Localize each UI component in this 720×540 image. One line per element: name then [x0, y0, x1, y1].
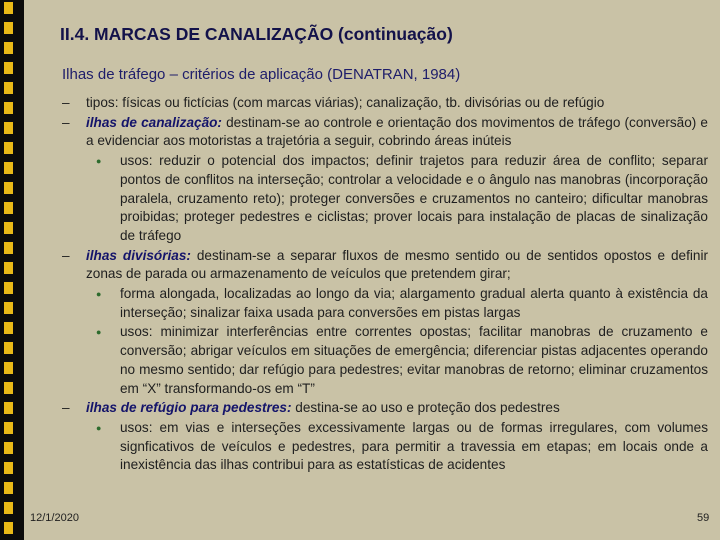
dash-bullet-icon: –	[62, 400, 70, 416]
stripe-dash	[4, 442, 13, 454]
stripe-dash	[4, 362, 13, 374]
stripe-dash	[4, 482, 13, 494]
dot-bullet-icon: ●	[96, 327, 102, 338]
dash-bullet-icon: –	[62, 95, 70, 110]
stripe-dash	[4, 182, 13, 194]
item-heading: ilhas de canalização:	[86, 114, 222, 130]
sub-list-item	[62, 419, 708, 475]
item-text: destinam-se a separar fluxos de mesmo sentido ou de sentidos opostos e definir zonas de parada ou armazenamento de veículos que pretendem girar;	[86, 247, 709, 282]
stripe-dash	[4, 242, 13, 254]
dot-bullet-icon: ●	[96, 289, 102, 300]
item-text: tipos: físicas ou fictícias (com marcas viárias); canalização, tb. divisórias ou de refúgio	[86, 95, 605, 110]
list-item	[62, 114, 708, 151]
list-item	[62, 399, 708, 418]
stripe-dash	[4, 382, 13, 394]
footer-date: 12/1/2020	[30, 512, 79, 524]
stripe-dash	[4, 282, 13, 294]
stripe-dash	[4, 322, 13, 334]
stripe-dash	[4, 42, 13, 54]
stripe-dash	[4, 22, 13, 34]
list-item	[62, 247, 708, 284]
stripe-dash	[4, 62, 13, 74]
item-text: destina-se ao uso e proteção dos pedestres	[291, 400, 560, 416]
stripe-dash	[4, 342, 13, 354]
item-heading: ilhas divisórias:	[86, 247, 191, 263]
stripe-dash	[4, 402, 13, 414]
item-text: destinam-se ao controle e orientação dos movimentos de tráfego (conversão) e a evidenciar aos motoristas a trajetória a seguir, cobrindo áreas inúteis	[86, 114, 708, 149]
stripe-dash	[4, 102, 13, 114]
sub-list-item	[62, 152, 708, 246]
dot-bullet-icon: ●	[96, 156, 102, 167]
slide-subtitle: Ilhas de tráfego – critérios de aplicação (DENATRAN, 1984)	[62, 66, 461, 83]
item-text: usos: em vias e interseções excessivamente largas ou de formas irregulares, com volumes signficativos de veículos e pedestres, para permitir a travessia em etapas; em locais onde a inexistência das ilhas contribui para as estatísticas de acidentes	[120, 419, 708, 473]
stripe-dash	[4, 462, 13, 474]
stripe-dash	[4, 2, 13, 14]
stripe-dash	[4, 142, 13, 154]
stripe-dash	[4, 202, 13, 214]
slide-title: II.4. MARCAS DE CANALIZAÇÃO (continuação)	[60, 24, 453, 44]
stripe-dash	[4, 222, 13, 234]
stripe-dash	[4, 122, 13, 134]
stripe-dash	[4, 522, 13, 534]
sub-list-item	[62, 285, 708, 322]
item-text: usos: minimizar interferências entre correntes opostas; facilitar manobras de cruzamento e conversão; abrigar veículos em situações de emergência; diferenciar pistas adjacentes operando no mesmo sentido; dar refúgio para pedestres; evitar manobras de retorno; eliminar cruzamentos em “X” transformando-os em “T”	[120, 324, 708, 396]
stripe-dash	[4, 262, 13, 274]
page-number: 59	[697, 512, 710, 524]
stripe-dash	[4, 302, 13, 314]
item-text: forma alongada, localizadas ao longo da via; alargamento gradual alerta quanto à existência da interseção; sinalizar faixa usada para conversões em pistas largas	[120, 286, 708, 320]
stripe-dash	[4, 502, 13, 514]
item-text: usos: reduzir o potencial dos impactos; definir trajetos para reduzir área de conflito; separar pontos de conflitos na interseção; controlar a velocidade e o ângulo nas manobras (incorporação paralela, cruzamento reto); proteger conversões e cruzamentos no canteiro; dificultar manobras proibidas; proteger pedestres e ciclistas; prover locais para instalação de placas de sinalização de tráfego	[120, 153, 708, 243]
stripe-dash	[4, 82, 13, 94]
dash-bullet-icon: –	[62, 114, 70, 130]
stripe-dash	[4, 422, 13, 434]
dash-bullet-icon: –	[62, 247, 70, 263]
dot-bullet-icon: ●	[96, 422, 102, 433]
stripe-dash	[4, 162, 13, 174]
item-heading: ilhas de refúgio para pedestres:	[86, 400, 292, 416]
list-item	[62, 94, 708, 113]
sub-list-item	[62, 323, 708, 398]
slide-content	[62, 94, 708, 476]
